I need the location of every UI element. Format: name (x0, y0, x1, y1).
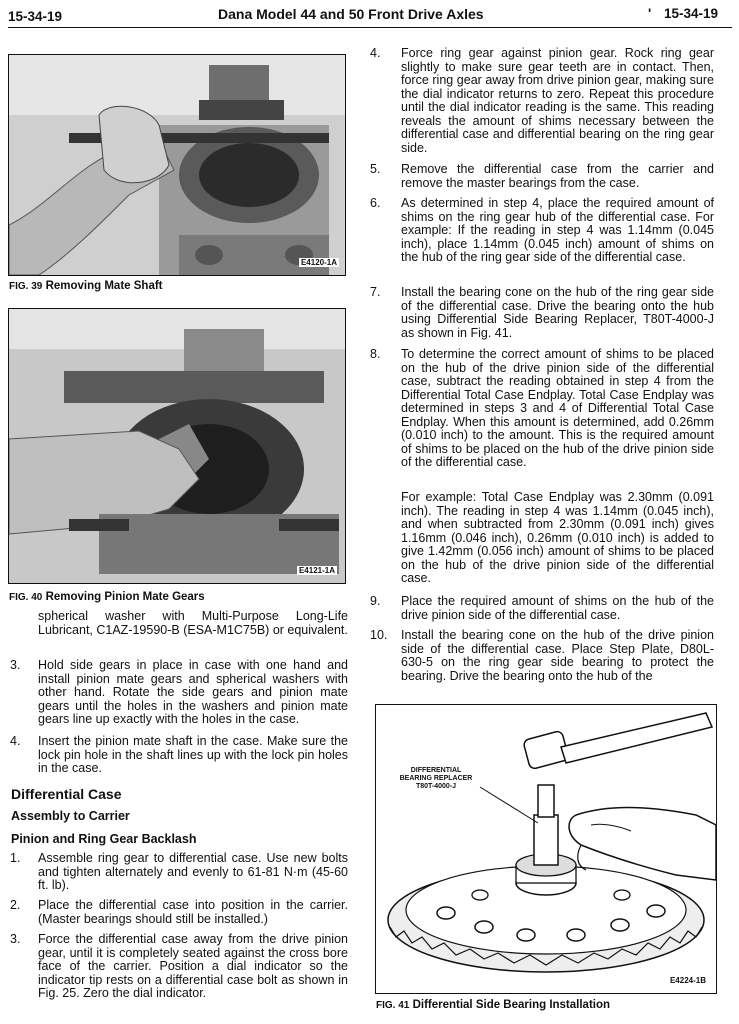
continuation-text: spherical washer with Multi-Purpose Long-Life Lubricant, C1AZ-19590-B (ESA-M1C75B) or equivalent. (38, 609, 348, 637)
step-number: 3. (10, 932, 21, 946)
page-number-right: 15-34-19 (664, 6, 719, 21)
fig39-illustration (9, 55, 345, 275)
backlash-step-2 (10, 899, 348, 926)
step-number: 9. (370, 594, 381, 608)
step-number: 4. (10, 734, 21, 748)
fig39-photo (8, 54, 346, 276)
step-text: Force ring gear against pinion gear. Rock ring gear slightly to make sure gear teeth are in contact. Then, force ring gear away from drive pinion gear, making sure the dial indicator returns to zero. Repeat this procedure until the dial indicator reading is the same. This reading reveals the amount of shims necessary between the differential case and differential bearing on the ring gear side. (401, 46, 714, 155)
subsection-title: Assembly to Carrier (11, 809, 130, 823)
right-step-8 (370, 348, 714, 470)
backlash-step-1 (10, 852, 348, 893)
right-step-7 (370, 286, 714, 340)
step-text: Place the differential case into position in the carrier. (Master bearings should still be installed.) (38, 898, 348, 926)
fig41-code: E4224-1B (669, 976, 706, 985)
subsubsection-title: Pinion and Ring Gear Backlash (11, 832, 197, 846)
right-step-6 (370, 197, 714, 265)
step-text: As determined in step 4, place the required amount of shims on the ring gear hub of the differential case. For example: If the reading in step 4 was 1.14mm (0.045 inch), place 1.14mm (0.045 inch) amount of shims on the hub of the ring gear side of the differential case. (401, 196, 714, 264)
step-text: Assemble ring gear to differential case. Use new bolts and tighten alternately and evenly to 61-81 N·m (45-60 ft. lb). (38, 851, 348, 892)
fig41-callout-line1: DIFFERENTIAL (410, 767, 462, 774)
fig41-illustration (376, 705, 716, 993)
step-text: Insert the pinion mate shaft in the case. Make sure the lock pin hole in the shaft lines up with the lock pin holes in the case. (38, 734, 348, 775)
fig41-caption (376, 999, 610, 1011)
header-rule (8, 27, 732, 28)
step-text: Remove the differential case from the carrier and remove the master bearings from the case. (401, 162, 714, 190)
example-paragraph: For example: Total Case Endplay was 2.30mm (0.091 inch). The reading in step 4 was 1.14mm (0.045 inch), and when subtracted from 2.30mm (0.091 inch) gives 1.16mm (0.046 inch), 0.26mm (0.010 inch) is added to give 1.42mm (0.056 inch) amount of shims to be placed on the hub of the drive pinion side of the differential case. (401, 490, 714, 585)
fig40-photo (8, 308, 346, 584)
fig41-callout-line2: BEARING REPLACER (399, 775, 473, 782)
step-number: 10. (370, 628, 388, 642)
fig39-label: FIG. 39 (9, 281, 43, 292)
fig41-caption-text: Differential Side Bearing Installation (412, 999, 611, 1011)
fig39-caption-text: Removing Mate Shaft (45, 280, 163, 292)
page-number-left: 15-34-19 (8, 9, 63, 24)
fig40-caption-text: Removing Pinion Mate Gears (45, 591, 205, 603)
fig39-caption (9, 280, 163, 292)
tick-mark: ' (648, 6, 652, 21)
step-number: 3. (10, 658, 21, 672)
fig41-label: FIG. 41 (376, 1000, 410, 1011)
step-number: 4. (370, 46, 381, 60)
fig39-code: E4120-1A (300, 258, 337, 267)
step-text: To determine the correct amount of shims to be placed on the hub of the drive pinion side of the differential case, subtract the reading obtained in step 4 from the Differential Total Case Endplay. Total Case Endplay was determined in steps 3 and 4 of Differential Total Case Endplay. When this amount is determined, add 0.26mm (0.010 inch) to the amount. This is the required amount of shims to be placed on the hub of the drive pinion side of the differential case. (401, 347, 714, 469)
fig40-code: E4121-1A (298, 566, 335, 575)
step-number: 2. (10, 898, 21, 912)
step-text: Install the bearing cone on the hub of the ring gear side of the differential case. Drive the bearing onto the hub using Differential Side Bearing Replacer, T80T-4000-J as shown in Fig. 41. (401, 285, 714, 340)
step-text: Install the bearing cone on the hub of the drive pinion side of the differential case. Place Step Plate, D80L-630-5 on the ring gear side bearing to protect the bearing. Drive the bearing onto the hub of the (401, 628, 714, 683)
step-text: Hold side gears in place in case with one hand and install pinion mate gears and spherical washers with other hand. Rotate the side gears and pinion mate gears until the holes in the washers and pinion mate gears line up exactly with the holes in the case. (38, 658, 348, 726)
step-number: 1. (10, 851, 21, 865)
fig40-illustration (9, 309, 345, 583)
step-number: 7. (370, 285, 381, 299)
fig41-callout-line3: T80T-4000-J (415, 783, 457, 790)
fig40-label: FIG. 40 (9, 592, 43, 603)
fig41-drawing (375, 704, 717, 994)
fig40-caption (9, 591, 205, 603)
left-step-4 (10, 735, 348, 776)
section-title: Differential Case (11, 786, 122, 802)
fig41-callout (390, 767, 482, 791)
step-number: 6. (370, 196, 381, 210)
right-step-9 (370, 595, 714, 622)
right-step-5 (370, 163, 714, 190)
backlash-step-3 (10, 933, 348, 1001)
step-text: Force the differential case away from the drive pinion gear, until it is completely seated against the cross bore face of the carrier. Position a dial indicator so the indicator tip rests on a differential case bolt as shown in Fig. 25. Zero the dial indicator. (38, 932, 348, 1000)
step-number: 5. (370, 162, 381, 176)
left-step-3 (10, 659, 348, 727)
right-step-10 (370, 629, 714, 683)
page-title: Dana Model 44 and 50 Front Drive Axles (218, 6, 484, 22)
step-text: Place the required amount of shims on the hub of the drive pinion side of the differential case. (401, 594, 714, 622)
step-number: 8. (370, 347, 381, 361)
right-step-4 (370, 47, 714, 155)
